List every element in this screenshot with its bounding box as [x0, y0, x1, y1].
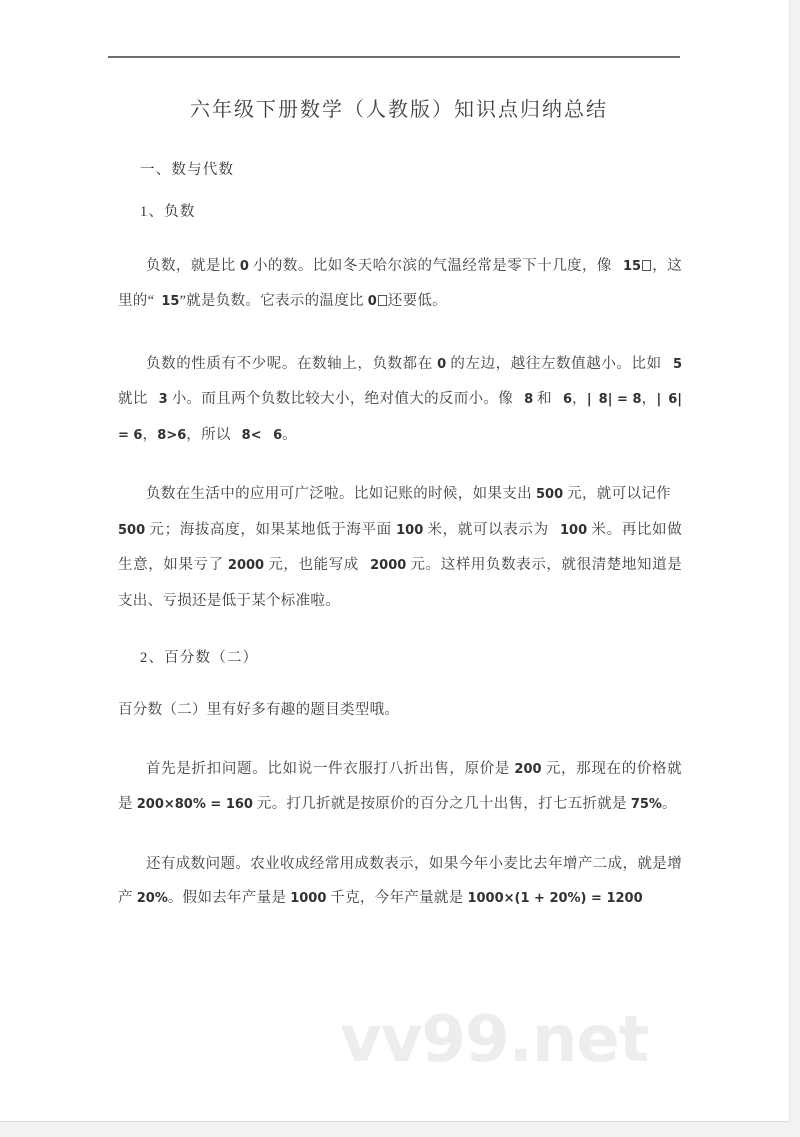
missing-glyph-box [378, 295, 387, 306]
missing-glyph-box [642, 260, 651, 271]
inline-number: 200×80% = 160 [136, 797, 253, 813]
document-body [118, 160, 682, 917]
page-title: 六年级下册数学（人教版）知识点归纳总结 [190, 99, 608, 121]
inline-number: 0 [367, 294, 377, 310]
inline-number: 5 [672, 356, 682, 372]
paragraph-negative-applications: 负数在生活中的应用可广泛啦。比如记账的时候，如果支出 500 元，就可以记作 500 元；海拔高度，如果某地低于海平面 100 米，就可以表示为 100 米。再比如做生意，如果亏了 2000 元，也能写成 2000 元。这样用负数表示，就很清楚地知道是支出、亏损还是低于某个标准啦。 [118, 486, 682, 609]
section-heading-shu-yu-dai-shu: 一、数与代数 [140, 162, 235, 178]
paragraph-percent-intro: 百分数（二）里有好多有趣的题目类型哦。 [118, 702, 400, 719]
site-watermark: vv99.net [340, 1003, 649, 1077]
inline-number: 20% [136, 891, 168, 907]
inline-number: 2000 [227, 558, 265, 574]
paragraph-chengshu: 还有成数问题。农业收成经常用成数表示，如果今年小麦比去年增产二成，就是增产 20%。假如去年产量是 1000 千克，今年产量就是 1000×(1 + 20%) = 1200 [118, 855, 682, 907]
inline-number: 1000×(1 + 20%) = 1200 [467, 891, 643, 907]
paragraph-negative-properties: 负数的性质有不少呢。在数轴上，负数都在 0 的左边，越往左数值越小。比如 5 就比 3 小。而且两个负数比较大小，绝对值大的反而小。像 8 和 6，| 8| = 8，| 6| = 6，8>6，所以 8< 6。 [118, 355, 683, 443]
inline-number: 75% [630, 797, 662, 813]
inline-number: 0 [437, 356, 447, 372]
subsection-heading-baifenshu-er: 2、百分数（二） [140, 650, 259, 667]
spacer [118, 320, 682, 347]
inline-number: 8 [524, 392, 534, 408]
inline-number: | [656, 392, 662, 408]
inline-number: 15 [622, 258, 642, 274]
header-divider-rule [108, 56, 680, 58]
inline-number: | [586, 392, 592, 408]
inline-number: 8| = 8 [598, 392, 642, 408]
inline-number: 8< [241, 427, 267, 443]
inline-number: 6 [273, 427, 283, 443]
paragraph-negative-definition: 负数，就是比 0 小的数。比如冬天哈尔滨的气温经常是零下十几度，像 15 ，这里的“ 15”就是负数。它表示的温度比 0 还要低。 [118, 257, 682, 310]
spacer [118, 728, 682, 752]
spacer [118, 668, 682, 693]
spacer [118, 180, 682, 202]
spacer [118, 823, 682, 847]
inline-number: 3 [158, 392, 168, 408]
inline-number: 6| = 6 [118, 392, 683, 443]
inline-number: 500 [118, 522, 146, 538]
inline-number: 500 [535, 487, 564, 503]
inline-number: 0 [239, 258, 249, 274]
inline-number: 100 [396, 522, 424, 538]
inline-number: 100 [560, 522, 588, 538]
inline-number: 8>6 [157, 427, 187, 443]
inline-number: 1000 [290, 891, 327, 907]
inline-number: 15 [161, 294, 180, 310]
inline-number: 6 [562, 392, 573, 408]
paragraph-discount: 首先是折扣问题。比如说一件衣服打八折出售，原价是 200 元，那现在的价格就是 200×80% = 160 元。打几折就是按原价的百分之几十出售，打七五折就是 75%。 [118, 760, 683, 813]
subsection-heading-fushu: 1、负数 [140, 204, 196, 221]
spacer [118, 618, 682, 648]
spacer [118, 223, 682, 249]
inline-number: 2000 [370, 558, 407, 574]
spacer [118, 453, 682, 477]
inline-number: 200 [514, 761, 542, 777]
